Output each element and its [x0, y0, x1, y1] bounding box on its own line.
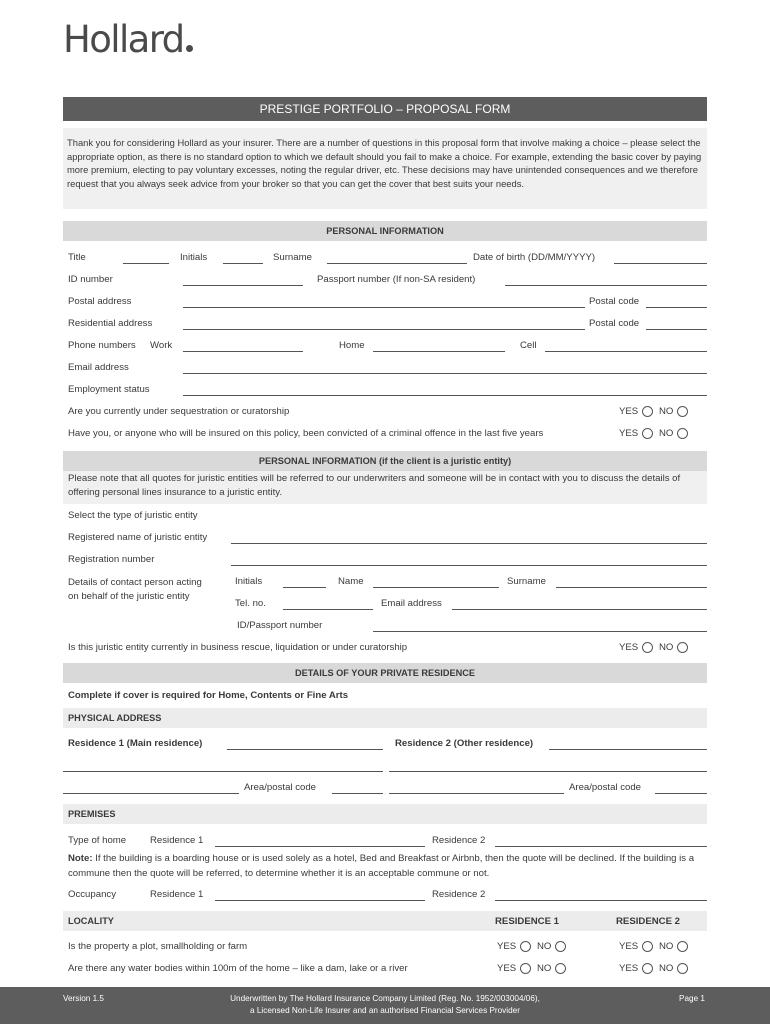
- logo-dot-icon: [186, 45, 193, 52]
- type-of-home-label: Type of home: [68, 835, 127, 846]
- contact-email-label: Email address: [381, 598, 442, 609]
- postal-code-field[interactable]: [646, 307, 707, 308]
- employment-field[interactable]: [183, 395, 707, 396]
- building-note: Note: If the building is a boarding house or is used solely as a hotel, Bed and Breakfast or Airbnb, then the quote will be declined. If the building is a commune then the quote will be referred, to determine whether it is an acceptable commune or not.: [68, 853, 695, 879]
- convicted-yes[interactable]: YES: [619, 428, 653, 439]
- yes-radio-icon[interactable]: [520, 941, 531, 952]
- residence2-other-label: Residence 2 (Other residence): [395, 738, 534, 749]
- occupancy-label: Occupancy: [68, 889, 116, 900]
- phone-numbers-label: Phone numbers: [68, 340, 136, 351]
- premises-heading: PREMISES: [63, 804, 707, 824]
- locality-col-residence2: RESIDENCE 2: [616, 916, 680, 927]
- residence2-area-code-label: Area/postal code: [569, 782, 641, 793]
- water-question: Are there any water bodies within 100m of the home – like a dam, lake or a river: [68, 963, 408, 974]
- postal-code-label: Postal code: [589, 296, 640, 307]
- no-radio-icon[interactable]: [677, 406, 688, 417]
- occupancy-residence1-field[interactable]: [215, 900, 425, 901]
- contact-id-field[interactable]: [373, 631, 707, 632]
- residential-postal-code-field[interactable]: [646, 329, 707, 330]
- registered-name-field[interactable]: [231, 543, 707, 544]
- residence1-address-line3[interactable]: [63, 793, 239, 794]
- contact-surname-field[interactable]: [556, 587, 707, 588]
- residence1-address-line2[interactable]: [63, 771, 383, 772]
- postal-address-field[interactable]: [183, 307, 585, 308]
- initials-field[interactable]: [223, 263, 263, 264]
- type-residence2-label: Residence 2: [432, 835, 486, 846]
- occupancy-residence2-label: Residence 2: [432, 889, 486, 900]
- contact-tel-field[interactable]: [283, 609, 373, 610]
- surname-field[interactable]: [327, 263, 467, 264]
- yes-radio-icon[interactable]: [520, 963, 531, 974]
- id-number-field[interactable]: [183, 285, 303, 286]
- convicted-question: Have you, or anyone who will be insured on this policy, been convicted of a criminal offence in the last five years: [68, 428, 544, 439]
- postal-address-label: Postal address: [68, 296, 132, 307]
- type-residence1-field[interactable]: [215, 846, 425, 847]
- plot-question: Is the property a plot, smallholding or farm: [68, 941, 248, 952]
- surname-label: Surname: [273, 252, 312, 263]
- contact-initials-field[interactable]: [283, 587, 326, 588]
- registered-name-label: Registered name of juristic entity: [68, 532, 208, 543]
- passport-field[interactable]: [505, 285, 707, 286]
- email-field[interactable]: [183, 373, 707, 374]
- no-radio-icon[interactable]: [555, 963, 566, 974]
- dob-label: Date of birth (DD/MM/YYYY): [473, 252, 596, 263]
- contact-tel-label: Tel. no.: [235, 598, 266, 609]
- private-residence-heading: DETAILS OF YOUR PRIVATE RESIDENCE: [63, 663, 707, 683]
- work-phone-field[interactable]: [183, 351, 303, 352]
- work-label: Work: [150, 340, 173, 351]
- contact-email-field[interactable]: [452, 609, 707, 610]
- initials-label: Initials: [180, 252, 208, 263]
- plot-res1-no[interactable]: NO: [537, 941, 566, 952]
- residence1-area-code-field[interactable]: [332, 793, 383, 794]
- juristic-type-label: Select the type of juristic entity: [68, 510, 198, 521]
- page-footer: [0, 987, 770, 1024]
- contact-id-label: ID/Passport number: [237, 620, 323, 631]
- sequestration-question: Are you currently under sequestration or curatorship: [68, 406, 290, 417]
- contact-person-label: Details of contact person acting on behalf of the juristic entity: [68, 577, 202, 602]
- water-res2-no[interactable]: NO: [659, 963, 688, 974]
- business-rescue-no[interactable]: NO: [659, 642, 688, 653]
- contact-name-field[interactable]: [373, 587, 499, 588]
- type-residence1-label: Residence 1: [150, 835, 204, 846]
- type-residence2-field[interactable]: [495, 846, 707, 847]
- plot-res2-yes[interactable]: YES: [619, 941, 653, 952]
- residence1-address-field[interactable]: [227, 749, 383, 750]
- yes-radio-icon[interactable]: [642, 406, 653, 417]
- intro-text: Thank you for considering Hollard as your insurer. There are a number of questions in this proposal form that involve making a choice – please select the appropriate option, as there is no standard option to which we default should you fail to make a choice. For example, extending the basic cover by paying more premium, electing to pay voluntary excesses, noting the regular driver, etc. These decisions may have unintended consequences and we therefore request that you always seek advice from your broker so that you can get the cover that best suits your needs.: [67, 137, 702, 189]
- contact-surname-label: Surname: [507, 576, 546, 587]
- yes-radio-icon[interactable]: [642, 642, 653, 653]
- business-rescue-question: Is this juristic entity currently in business rescue, liquidation or under curatorship: [68, 642, 408, 653]
- plot-res2-no[interactable]: NO: [659, 941, 688, 952]
- residence-complete-note: Complete if cover is required for Home, Contents or Fine Arts: [68, 690, 349, 701]
- home-phone-field[interactable]: [373, 351, 505, 352]
- locality-col-residence1: RESIDENCE 1: [495, 916, 559, 927]
- footer-licensed: a Licensed Non-Life Insurer and an authorised Financial Services Provider: [250, 1006, 520, 1015]
- sequestration-yes[interactable]: YES: [619, 406, 653, 417]
- juristic-heading: PERSONAL INFORMATION (if the client is a juristic entity): [63, 451, 707, 471]
- locality-heading: LOCALITY: [63, 911, 707, 931]
- yes-radio-icon[interactable]: [642, 963, 653, 974]
- residence2-address-field[interactable]: [549, 749, 707, 750]
- hollard-logo: Hollard: [63, 18, 193, 61]
- occupancy-residence1-label: Residence 1: [150, 889, 204, 900]
- residence1-area-code-label: Area/postal code: [244, 782, 316, 793]
- water-res1-no[interactable]: NO: [537, 963, 566, 974]
- yes-radio-icon[interactable]: [642, 941, 653, 952]
- no-radio-icon[interactable]: [677, 963, 688, 974]
- juristic-note: Please note that all quotes for juristic entities will be referred to our underwriters and someone will be in contact with you to discuss the details of offering personal lines insurance to a juristic entity.: [68, 473, 681, 498]
- footer-underwritten: Underwritten by The Hollard Insurance Company Limited (Reg. No. 1952/003004/06),: [230, 994, 540, 1003]
- home-label: Home: [339, 340, 365, 351]
- residential-postal-code-label: Postal code: [589, 318, 640, 329]
- registration-number-label: Registration number: [68, 554, 155, 565]
- residence1-main-label: Residence 1 (Main residence): [68, 738, 203, 749]
- residence2-address-line2[interactable]: [389, 771, 707, 772]
- no-radio-icon[interactable]: [677, 642, 688, 653]
- contact-initials-label: Initials: [235, 576, 263, 587]
- residence2-address-line3[interactable]: [389, 793, 564, 794]
- contact-name-label: Name: [338, 576, 364, 587]
- footer-version: Version 1.5: [63, 994, 104, 1003]
- convicted-no[interactable]: NO: [659, 428, 688, 439]
- no-radio-icon[interactable]: [677, 428, 688, 439]
- physical-address-heading: PHYSICAL ADDRESS: [63, 708, 707, 728]
- residential-address-label: Residential address: [68, 318, 153, 329]
- no-radio-icon[interactable]: [677, 941, 688, 952]
- occupancy-residence2-field[interactable]: [495, 900, 707, 901]
- employment-label: Employment status: [68, 384, 150, 395]
- title-label: Title: [68, 252, 86, 263]
- sequestration-no[interactable]: NO: [659, 406, 688, 417]
- email-label: Email address: [68, 362, 129, 373]
- passport-label: Passport number (If non-SA resident): [317, 274, 476, 285]
- id-number-label: ID number: [68, 274, 113, 285]
- water-res2-yes[interactable]: YES: [619, 963, 653, 974]
- registration-number-field[interactable]: [231, 565, 707, 566]
- footer-page-number: Page 1: [679, 994, 705, 1003]
- plot-res1-yes[interactable]: YES: [497, 941, 531, 952]
- residence2-area-code-field[interactable]: [655, 793, 707, 794]
- title-field[interactable]: [123, 263, 169, 264]
- no-radio-icon[interactable]: [555, 941, 566, 952]
- personal-info-heading: PERSONAL INFORMATION: [63, 221, 707, 241]
- residential-address-field[interactable]: [183, 329, 585, 330]
- dob-field[interactable]: [614, 263, 707, 264]
- yes-radio-icon[interactable]: [642, 428, 653, 439]
- business-rescue-yes[interactable]: YES: [619, 642, 653, 653]
- water-res1-yes[interactable]: YES: [497, 963, 531, 974]
- form-title: PRESTIGE PORTFOLIO – PROPOSAL FORM: [63, 97, 707, 121]
- cell-label: Cell: [520, 340, 537, 351]
- cell-phone-field[interactable]: [545, 351, 707, 352]
- intro-box: [63, 128, 707, 209]
